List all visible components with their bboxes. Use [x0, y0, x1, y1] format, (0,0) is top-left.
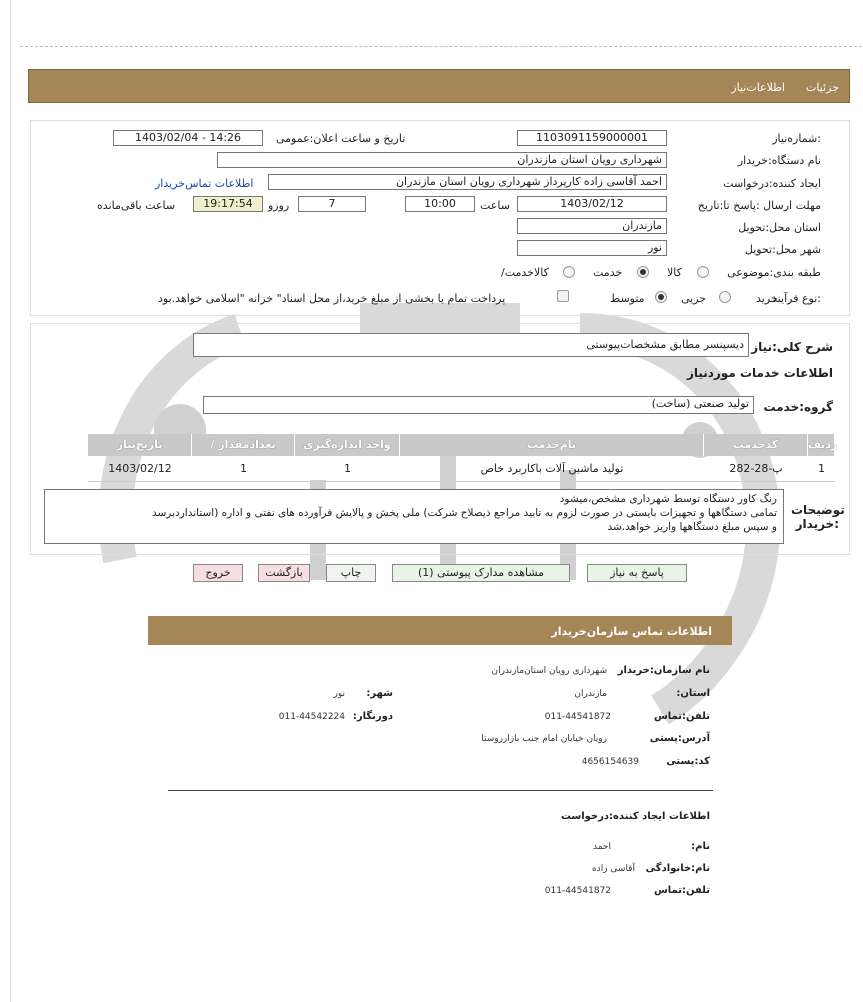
- process-buy-label: خرید: [756, 292, 778, 305]
- service-group-label: گروه:خدمت: [763, 400, 833, 414]
- creator-family-value: آقاسی زاده: [591, 864, 635, 874]
- notes-line-3: و سپس مبلغ دستگاهها واریز خواهد.شد: [607, 521, 777, 533]
- province-contact-label: :استان: [676, 688, 710, 699]
- cell-service-code: پ-28-282: [729, 462, 783, 475]
- cell-need-date: 1403/02/12: [108, 462, 172, 475]
- cell-unit: 1: [344, 462, 351, 475]
- hour-label: ساعت: [480, 199, 510, 212]
- deadline-hour-field: 10:00: [405, 196, 475, 212]
- address-label: آدرس:پستی: [649, 733, 710, 744]
- deadline-date-field: 1403/02/12: [517, 196, 667, 212]
- notes-line-1: رنگ کاور دستگاه توسط شهرداری مشخص،میشود: [559, 493, 777, 505]
- process-partial-radio[interactable]: [719, 291, 731, 303]
- creator-info-title: اطلاعات ایجاد کننده:درخواست: [560, 811, 710, 822]
- category-label: طبقه بندی:موضوعی: [727, 266, 821, 279]
- top-divider: [20, 46, 862, 47]
- tab-need-info[interactable]: اطلاعات‌نیاز: [731, 81, 785, 94]
- category-service-radio[interactable]: [637, 266, 649, 278]
- treasury-payment-note: پرداخت تمام یا بخشی از مبلغ خرید،از محل اسناد" خزانه "اسلامی خواهد.بود: [158, 292, 506, 305]
- deadline-label: مهلت ارسال :پاسخ تا:تاریخ: [697, 199, 821, 212]
- col-header-service-code: کدخدمت: [704, 434, 808, 456]
- category-service-label: خدمت: [593, 266, 623, 279]
- announce-datetime-field: 1403/02/04 - 14:26: [113, 130, 263, 146]
- cell-row-number: 1: [818, 462, 825, 475]
- col-header-service-name: نام‌خدمت: [400, 434, 704, 456]
- announce-label: تاریخ و ساعت اعلان:عمومی: [276, 132, 406, 145]
- service-group-field: تولید صنعتی (ساخت): [203, 396, 754, 414]
- back-button[interactable]: بازگشت: [258, 564, 310, 582]
- view-attachments-button[interactable]: مشاهده مدارک پیوستی (1): [392, 564, 570, 582]
- creator-name-label: :نام: [691, 841, 710, 852]
- creator-field: احمد آقاسی زاده کارپرداز شهرداری رویان استان مازندران: [268, 174, 667, 190]
- buyer-contact-link[interactable]: اطلاعات تماس‌خریدار: [155, 177, 254, 190]
- col-header-unit: واحد اندازه‌گیری: [295, 434, 400, 456]
- buyer-notes-label: توضیحات :خریدار: [791, 503, 845, 531]
- city-contact-label: :شهر: [366, 688, 393, 699]
- process-label: نوع فرآیند:: [771, 292, 821, 305]
- cell-service-name: تولید ماشین آلات باکاربرد خاص: [480, 462, 624, 475]
- fax-label: :دورنگار: [352, 711, 393, 722]
- buyer-contact-header: [148, 616, 732, 645]
- creator-phone-label: تلفن:تماس: [653, 885, 710, 896]
- col-header-row: ردیف: [808, 434, 835, 456]
- exit-button[interactable]: خروج: [193, 564, 243, 582]
- tab-details[interactable]: جزئیات: [806, 81, 839, 94]
- services-table: [88, 434, 838, 484]
- buyer-notes-box: [44, 489, 784, 544]
- city-field: نور: [517, 240, 667, 256]
- category-goods-service-radio[interactable]: [563, 266, 575, 278]
- city-contact-value: نور: [333, 689, 345, 699]
- province-label: استان محل:تحویل: [738, 221, 821, 234]
- creator-name-value: احمد: [593, 842, 611, 852]
- services-title: اطلاعات خدمات موردنیاز: [686, 366, 833, 380]
- process-medium-radio[interactable]: [655, 291, 667, 303]
- postal-code-value: 4656154639: [581, 757, 639, 767]
- creator-family-label: نام:خانوادگی: [645, 863, 710, 874]
- treasury-payment-checkbox[interactable]: [557, 290, 569, 302]
- print-button[interactable]: چاپ: [326, 564, 376, 582]
- contact-divider: [168, 790, 713, 791]
- reply-button[interactable]: پاسخ به نیاز: [587, 564, 687, 582]
- summary-field: دیسپنسر مطابق مشخصات‌پیوستی: [193, 333, 749, 357]
- creator-label: ایجاد کننده:درخواست: [723, 177, 821, 190]
- postal-code-label: کد:پستی: [666, 756, 710, 767]
- page-header-bar: [28, 69, 850, 103]
- process-partial-label: جزیی: [681, 292, 707, 305]
- category-goods-service-label: /کالاخدمت: [501, 266, 549, 279]
- need-number-label: شماره‌نیاز:: [772, 132, 821, 145]
- creator-phone-value: 011-44541872: [544, 886, 611, 896]
- phone-value: 011-44541872: [544, 712, 611, 722]
- phone-label: تلفن:تماس: [653, 711, 710, 722]
- days-label: روزو: [268, 199, 290, 212]
- page-left-border: [10, 0, 11, 1002]
- category-goods-label: کالا: [667, 266, 682, 279]
- process-medium-label: متوسط: [610, 292, 645, 305]
- need-number-field: 1103091159000001: [517, 130, 667, 146]
- buyer-org-field: شهرداری رویان استان مازندران: [217, 152, 667, 168]
- remaining-label: ساعت باقی‌مانده: [97, 199, 176, 212]
- table-row: [88, 459, 835, 482]
- col-header-quantity: / تعدادمقدار: [192, 434, 295, 456]
- need-info-panel: [30, 120, 850, 316]
- category-goods-radio[interactable]: [697, 266, 709, 278]
- org-name-label: نام سازمان:خریدار: [617, 665, 710, 676]
- cell-quantity: 1: [240, 462, 247, 475]
- days-field: 7: [298, 196, 366, 212]
- province-contact-value: مازندران: [574, 689, 607, 699]
- city-label: شهر محل:تحویل: [744, 243, 821, 256]
- col-header-need-date: تاریخ‌نیاز: [88, 434, 192, 456]
- buyer-contact-title: اطلاعات تماس سازمان‌خریدار: [551, 625, 712, 638]
- notes-line-2: تمامی دستگاهها و تجهیزات بایستی در صورت لزوم به تایید مراجع ذیصلاح شرکت) ملی پخش و پالایش فرآورده های نفتی و اداره (استانداردبرسد: [152, 507, 777, 519]
- summary-label: شرح کلی:نیاز: [751, 340, 833, 354]
- fax-value: 011-44542224: [278, 712, 345, 722]
- buyer-org-label: نام دستگاه:خریدار: [737, 154, 821, 167]
- remaining-time-field: 19:17:54: [193, 196, 263, 212]
- org-name-value: شهرداری رویان استان‌مازندران: [491, 666, 607, 676]
- address-value: رویان خیابان امام جنب بازار‌روستا: [481, 734, 607, 744]
- province-field: مازندران: [517, 218, 667, 234]
